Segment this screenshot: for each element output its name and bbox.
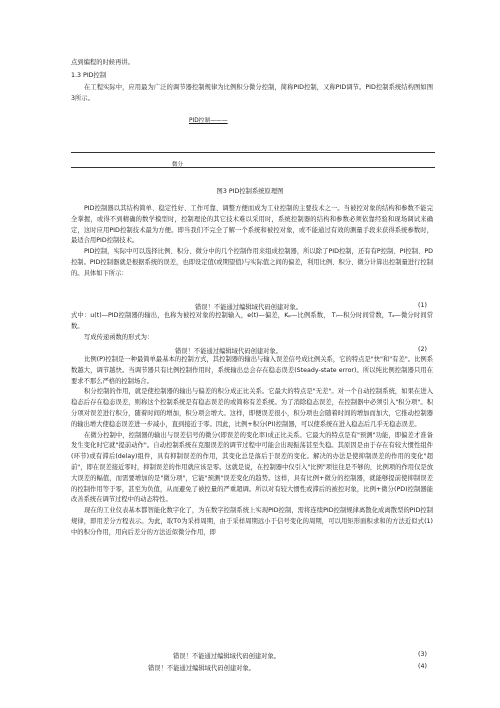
paragraph-discrete: 现在的工业仪表基本都智能化数字化了，为在数字控制系统上实现PID控制，需将连续PID控制规律离散化成离散型的PID控制规律，即用差分方程表示。为此，取T0为采样周期，由于采样周期远小于信号变化的周期，可以用矩形面积求和的方法近似式(1)中的积分作用，用向后差分的方法近似微分作用，即 — [71, 507, 433, 536]
paragraph-integral: 积分控制的作用，就是使控制器的输出与偏差的积分成正比关系。它最大的特点是"无差"。对一个自动控制系统，如果在进入稳态后存在稳态误差，则称这个控制系统是有稳态误差的或简称有差系统。为了消除稳态误差，在控制器中必须引入"积分项"。积分项对误差进行积分，随着时间的增加，积分项会增大。这样，即便误差很小，积分项也会随着时间的增加而加大，它推动控制器的输出增大使稳态误差进一步减小，直到接近于零。因此，比例+积分(PI)控制器，可以使系统在进入稳态后几乎无稳态误差。 — [71, 388, 433, 428]
transfer-function-intro: 写成传递函数的形式为： — [84, 334, 154, 341]
intro-paragraph — [71, 83, 433, 105]
figure-pid-label: PID控制——— — [189, 118, 228, 124]
equation-4-number: (4) — [418, 663, 427, 670]
figure-diagram — [71, 130, 435, 168]
figure-top-rule — [71, 152, 435, 153]
figure-caption: 图3 PID控制系统原理图 — [216, 188, 284, 195]
intro-text: 在工程实际中，应用最为广泛的调节器控制规律为比例积分微分控制，简称PID控制，又称PID调节。PID控制系统结构图如图3所示。 — [71, 84, 433, 102]
paragraph-proportional: 比例(P)控制是一种最简单最基本的控制方式，其控制器的输出与输入误差信号成比例关系，它的特点是"快"和"有差"。比例系数越大，调节越快。当调节器只有比例控制作用时，系统输出总会存在稳态误差(Steady-state error)。所以纯比例控制器只用在要求不那么严格的控制场合。 — [71, 356, 433, 385]
body-paragraphs-1 — [71, 204, 433, 280]
preceding-text-line: 点到编程的时候再讲。 — [71, 59, 134, 66]
equation-1-description — [71, 311, 433, 333]
body-paragraphs-2 — [71, 355, 433, 539]
equation-1: 错误！不能通过编辑域代码创建对象。 — [195, 304, 303, 311]
section-heading: 1.3 PID控制 — [71, 72, 107, 79]
equation-2-number: (2) — [418, 346, 427, 353]
equation-4: 错误！不能通过编辑域代码创建对象。 — [148, 665, 256, 672]
variables-text: 式中：u(t)—PID控制器的输出，也称为被控对象的控制输入，e(t)—偏差，Kₚ—比例系数， Tᵢ—积分时间常数，Tₐ—微分时间常数。 — [71, 312, 433, 330]
equation-3-number: (3) — [418, 651, 427, 658]
figure-bottom-rule — [71, 167, 435, 168]
paragraph-pid-types: PID控制，实际中可以选择比例、积分、微分中的几个控制作用来组成控制器，所以除了PID控制，还有有P控制、PI控制、PD控制。PID控制器就是根据系统的误差，也即设定值(或期望值)与实际值之间的偏差，利用比例、积分、微分计算出控制量进行控制的。具体如下所示： — [71, 248, 433, 277]
equation-2: 错误！不能通过编辑域代码创建对象。 — [175, 348, 283, 355]
figure-block-label: 微分 — [172, 162, 184, 168]
paragraph-pid-overview: PID控制器以其结构简单、稳定性好、工作可靠、调整方便而成为工业控制的主要技术之一。当被控对象的结构和参数不能完全掌握，或得不到精确的数学模型时，控制理论的其它技术难以采用时，系统控制器的结构和参数必须依靠经验和现场调试来确定，这时应用PID控制技术最为方便。即当我们不完全了解一个系统和被控对象，或不能通过有效的测量手段来获得系统参数时，最适合用PID控制技术。 — [71, 205, 433, 245]
equation-3: 错误！不能通过编辑域代码创建对象。 — [173, 653, 281, 660]
paragraph-derivative: 在微分控制中，控制器的输出与误差信号的微分(即误差的变化率)成正比关系。它最大的特点是有"预测"功能，即偏差才准备发生变化时它就"提前动作"。自动控制系统在克服误差的调节过程中可能会出现振荡甚至失稳。其原因是由于存在有较大惯性组件(环节)或有滞后(delay)组件，具有抑制误差的作用，其变化总是落后于误差的变化。解决的办法是使抑制误差的作用的变化"超前"，即在误差接近零时，抑制误差的作用就应该是零。这就是说，在控制器中仅引入"比例"项往往是不够的，比例项的作用仅是放大误差的幅值，而需要增加的是"微分项"，它能"预测"误差变化的趋势。这样，具有比例+微分的控制器，就能够提前使抑制误差的控制作用等于零，甚至为负值，从而避免了被控量的严重超调。所以对有较大惯性或滞后的被控对象，比例+微分(PD)控制器能改善系统在调节过程中的动态特性。 — [71, 431, 433, 504]
equation-1-number: (1) — [418, 302, 427, 309]
